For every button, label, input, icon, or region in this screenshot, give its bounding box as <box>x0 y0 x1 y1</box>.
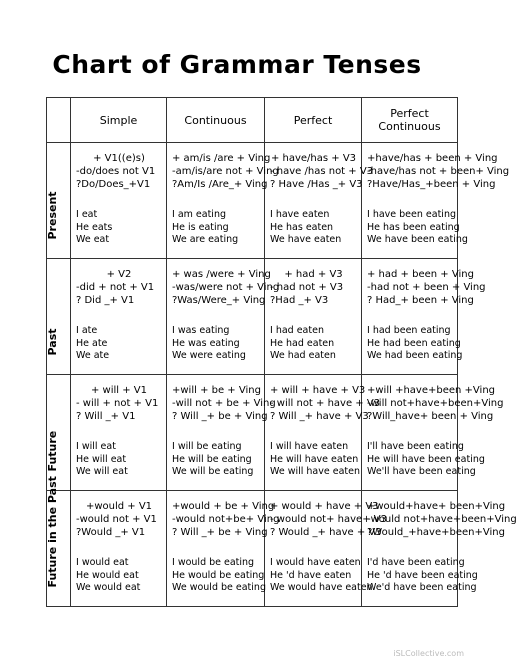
examples-block <box>172 209 260 247</box>
example-line: He will be eating <box>172 453 252 465</box>
tense-cell-perfect-continuous <box>362 375 504 491</box>
formula-line: ? Did _+ V1 <box>76 295 135 306</box>
formula-line: ? Would _+ have + V3 <box>270 527 382 538</box>
example-line: I would eat <box>76 557 129 568</box>
row-label: Past <box>45 328 59 356</box>
example-line: I had been eating <box>367 325 451 336</box>
example-line: He will eat <box>76 453 127 465</box>
formula-line: -would not+be+ Ving <box>172 514 280 525</box>
example-line: We will eat <box>76 466 128 477</box>
example-line: I would have eaten <box>270 557 361 568</box>
example-line: We have eaten <box>270 234 342 245</box>
example-line: He is eating <box>172 221 229 233</box>
header-row <box>47 98 458 143</box>
formula-line: + had + V3 <box>284 269 343 280</box>
formula-line: -will not + be + Ving <box>172 398 276 409</box>
examples-block <box>76 325 162 363</box>
row-label-cell <box>47 143 71 259</box>
tense-cell-simple <box>71 143 167 259</box>
formula-line: + have/has + V3 <box>270 153 357 164</box>
col-header-continuous: Continuous <box>167 98 265 143</box>
formula-line: ?Would_+have+been+Ving <box>367 527 505 538</box>
table-row <box>47 143 458 259</box>
formula-line: ? Will _+ be + Ving <box>172 411 268 422</box>
formula-line: ?Had _+ V3 <box>270 295 329 306</box>
tenses-table <box>45 97 517 607</box>
examples-block <box>367 557 478 595</box>
tense-cell-perfect <box>265 259 362 375</box>
row-label: Present <box>45 191 59 240</box>
example-line: I had eaten <box>270 325 324 336</box>
example-line: He eats <box>76 221 113 233</box>
example-line: I'll have been eating <box>367 441 464 452</box>
examples-block <box>270 441 360 479</box>
example-line: I eat <box>76 209 98 220</box>
example-line: He had eaten <box>270 337 335 349</box>
example-line: I would be eating <box>172 557 255 568</box>
example-line: We will be eating <box>172 466 254 477</box>
formula-line: - have /has not + V3 <box>270 166 374 177</box>
formula-line: ? Had_+ been + Ving <box>367 295 474 306</box>
formula-line: + will + have + V3 <box>270 385 366 396</box>
row-label-cell <box>47 375 71 491</box>
tense-cell-perfect <box>265 491 387 607</box>
formula-line: -have/has not + been+ Ving <box>367 166 510 177</box>
examples-block <box>270 325 357 363</box>
example-line: He ate <box>76 337 108 349</box>
watermark-text: iSLCollective.com <box>393 649 464 658</box>
example-line: He was eating <box>172 337 240 349</box>
tense-cell-simple <box>71 259 167 375</box>
row-label-cell <box>45 476 71 607</box>
examples-block <box>367 325 463 363</box>
formula-line: +would + be + Ving <box>172 501 275 512</box>
example-line: We would eat <box>76 582 141 593</box>
tense-cell-simple <box>71 375 167 491</box>
formula-line: + am/is /are + Ving <box>172 153 271 164</box>
examples-block <box>172 441 260 479</box>
example-line: I'd have been eating <box>367 557 465 568</box>
formula-line: ?Would _+ V1 <box>76 527 146 538</box>
formula-line: ?Have/Has_+been + Ving <box>367 179 496 190</box>
formula-line: +would+have+ been+Ving <box>367 501 506 512</box>
formula-line: +will + be + Ving <box>172 385 261 396</box>
example-line: We eat <box>76 234 110 245</box>
tense-cell-perfect <box>265 143 374 259</box>
formula-line: -do/does not V1 <box>76 166 156 177</box>
row-label: Future in the Past <box>45 476 59 588</box>
formula-line: ?Will_have+ been + Ving <box>367 411 494 422</box>
table-body <box>45 143 517 607</box>
example-line: We would have eaten <box>270 582 373 593</box>
row-label-cell <box>47 259 71 375</box>
example-line: We had eaten <box>270 350 336 361</box>
tense-cell-continuous <box>167 375 276 491</box>
example-line: We have been eating <box>367 234 468 245</box>
formula-line: + was /were + Ving <box>172 269 271 280</box>
formula-line: + will + V1 <box>90 385 147 396</box>
col-header-simple: Simple <box>71 98 167 143</box>
example-line: I am eating <box>172 209 226 220</box>
example-line: I ate <box>76 325 98 336</box>
tense-cell-perfect-continuous <box>362 143 510 259</box>
example-line: We ate <box>76 350 110 361</box>
formula-line: ? Have /Has _+ V3 <box>270 179 363 190</box>
formula-line: -did + not + V1 <box>76 282 155 293</box>
formula-line: - had not + V3 <box>270 282 344 293</box>
formula-line: +would + V1 <box>85 501 153 512</box>
tense-cell-perfect <box>265 375 381 491</box>
tense-cell-perfect-continuous <box>362 491 517 607</box>
example-line: I will have eaten <box>270 441 349 452</box>
col-header-perfect: Perfect <box>265 98 362 143</box>
example-line: We had been eating <box>367 350 463 361</box>
tense-cell-simple <box>71 491 167 607</box>
formula-line: - would not+ have+ V3 <box>270 514 387 525</box>
formula-line: + would + have + V3 <box>270 501 379 512</box>
tense-cell-continuous <box>167 491 280 607</box>
examples-block <box>270 557 373 595</box>
table-row <box>47 259 458 375</box>
formula-line: - will + not + V1 <box>76 398 159 409</box>
row-label: Future <box>45 430 59 472</box>
formula-line: -had not + been + Ving <box>367 282 486 293</box>
formula-line: ? Will _+ have + V3 <box>270 411 369 422</box>
formula-line: ? Will _+ V1 <box>76 411 136 422</box>
table-row <box>47 375 458 491</box>
tense-cell-continuous <box>167 259 280 375</box>
col-header-perfect-continuous: Perfect Continuous <box>362 98 458 143</box>
formula-line: -would not + V1 <box>76 514 157 525</box>
example-line: I was eating <box>172 325 230 336</box>
examples-block <box>270 209 357 247</box>
example-line: We are eating <box>172 234 239 245</box>
example-line: We'd have been eating <box>367 582 477 593</box>
example-line: I will eat <box>76 441 116 452</box>
formula-line: +will +have+been +Ving <box>367 385 495 396</box>
example-line: I have eaten <box>270 209 330 220</box>
table-row <box>47 491 458 607</box>
formula-line: -was/were not + Ving <box>172 282 280 293</box>
corner-cell <box>47 98 71 143</box>
example-line: We'll have been eating <box>367 466 476 477</box>
formula-line: + V1((e)s) <box>93 153 145 164</box>
example-line: I have been eating <box>367 209 456 220</box>
formula-line: ?Do/Does_+V1 <box>76 179 151 190</box>
tense-cell-continuous <box>167 143 279 259</box>
formula-line: -am/is/are not + Ving <box>172 166 279 177</box>
examples-block <box>76 441 162 479</box>
examples-block <box>367 209 468 247</box>
example-line: He 'd have eaten <box>270 569 352 581</box>
example-line: He would eat <box>76 569 139 581</box>
example-line: He will have been eating <box>367 453 485 465</box>
tense-cell-perfect-continuous <box>362 259 486 375</box>
formula-line: +have/has + been + Ving <box>367 153 498 164</box>
example-line: He has eaten <box>270 221 334 233</box>
formula-line: + V2 <box>106 269 132 280</box>
examples-block <box>172 325 260 363</box>
example-line: I will be eating <box>172 441 242 452</box>
example-line: We would be eating <box>172 582 266 593</box>
examples-block <box>76 209 162 247</box>
formula-line: ?Was/Were_+ Ving <box>172 295 266 306</box>
formula-line: ? Will _+ be + Ving <box>172 527 268 538</box>
example-line: He has been eating <box>367 221 460 233</box>
examples-block <box>367 441 485 479</box>
example-line: He would be eating <box>172 569 265 581</box>
example-line: We will have eaten <box>270 466 360 477</box>
examples-block <box>172 557 266 595</box>
example-line: He will have eaten <box>270 453 359 465</box>
example-line: He had been eating <box>367 337 461 349</box>
examples-block <box>76 557 162 595</box>
page-title: Chart of Grammar Tenses <box>52 50 422 79</box>
formula-line: -will not+have+been+Ving <box>367 398 504 409</box>
example-line: He 'd have been eating <box>367 569 478 581</box>
formula-line: + had + been + Ving <box>367 269 474 280</box>
formula-line: -would not+have+been+Ving <box>367 514 517 525</box>
example-line: We were eating <box>172 350 246 361</box>
formula-line: - will not + have + V3 <box>270 398 381 409</box>
formula-line: ?Am/Is /Are_+ Ving <box>172 179 268 190</box>
